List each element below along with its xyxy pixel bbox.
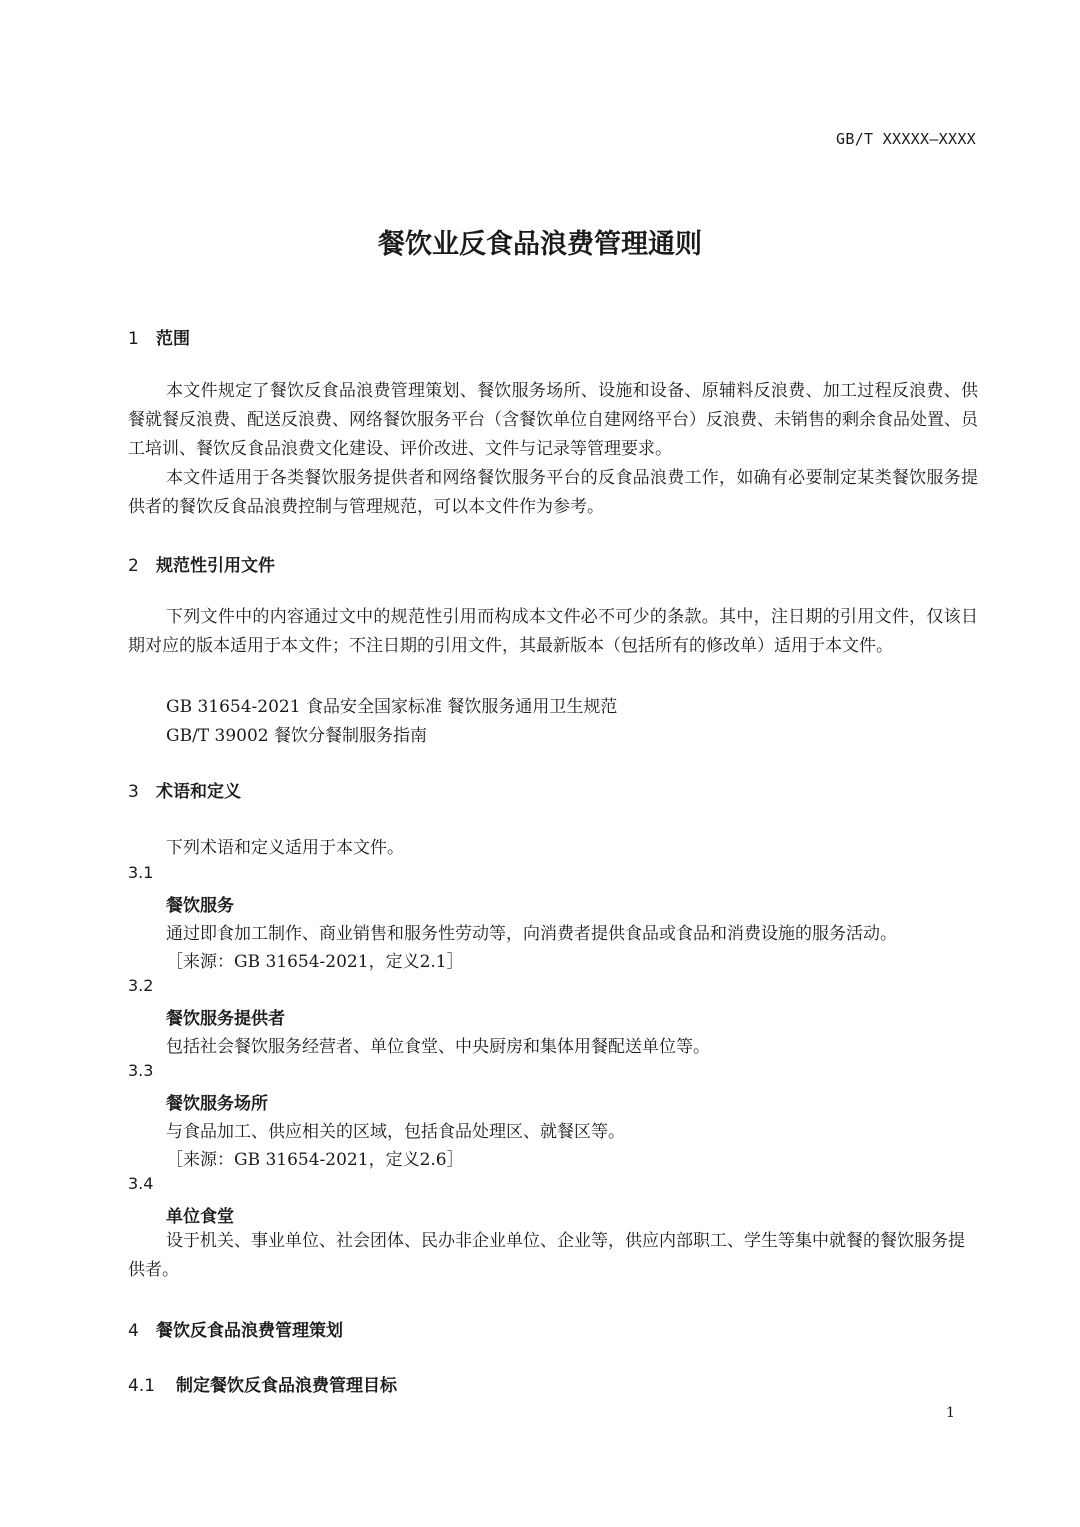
term-name: 单位食堂: [166, 1207, 234, 1227]
document-title: 餐饮业反食品浪费管理通则: [378, 229, 702, 260]
section-heading-1: [128, 324, 190, 349]
subsection-title: 制定餐饮反食品浪费管理目标: [176, 1376, 397, 1396]
page-number: 1: [946, 1405, 955, 1421]
section-number: 1: [128, 329, 139, 349]
term-number: 3.1: [128, 863, 154, 882]
section-heading-4: [128, 1316, 343, 1341]
section-heading-2: [128, 551, 275, 576]
subsection-heading-4-1: [128, 1371, 397, 1396]
section-title: 术语和定义: [156, 782, 241, 802]
section-1-paragraph-2: 本文件适用于各类餐饮服务提供者和网络餐饮服务平台的反食品浪费工作，如确有必要制定某类餐饮服务提供者的餐饮反食品浪费控制与管理规范，可以本文件作为参考。: [128, 468, 978, 517]
subsection-number: 4.1: [128, 1376, 156, 1396]
section-title: 餐饮反食品浪费管理策划: [156, 1321, 343, 1341]
term-definition: 通过即食加工制作、商业销售和服务性劳动等，向消费者提供食品或食品和消费设施的服务活动。: [166, 924, 897, 944]
standard-code: GB/T XXXXX—XXXX: [836, 130, 976, 148]
section-heading-3: [128, 777, 241, 802]
term-name: 餐饮服务: [166, 896, 234, 916]
term-source: ［来源：GB 31654-2021，定义2.6］: [166, 1150, 464, 1170]
term-source: ［来源：GB 31654-2021，定义2.1］: [166, 952, 464, 972]
terms-intro: 下列术语和定义适用于本文件。: [166, 838, 404, 858]
section-number: 4: [128, 1321, 139, 1341]
term-name: 餐饮服务场所: [166, 1094, 268, 1114]
section-title: 范围: [156, 329, 190, 349]
term-definition: 包括社会餐饮服务经营者、单位食堂、中央厨房和集体用餐配送单位等。: [166, 1037, 710, 1057]
term-number: 3.4: [128, 1174, 154, 1193]
term-number: 3.3: [128, 1061, 154, 1080]
section-1-paragraph-1: 本文件规定了餐饮反食品浪费管理策划、餐饮服务场所、设施和设备、原辅料反浪费、加工过程反浪费、供餐就餐反浪费、配送反浪费、网络餐饮服务平台（含餐饮单位自建网络平台）反浪费、未销售的剩余食品处置、员工培训、餐饮反食品浪费文化建设、评价改进、文件与记录等管理要求。: [128, 381, 978, 459]
section-number: 3: [128, 782, 139, 802]
section-2-paragraph-1: 下列文件中的内容通过文中的规范性引用而构成本文件必不可少的条款。其中，注日期的引用文件，仅该日期对应的版本适用于本文件；不注日期的引用文件，其最新版本（包括所有的修改单）适用于本文件。: [128, 607, 978, 656]
normative-reference-1: GB 31654-2021 食品安全国家标准 餐饮服务通用卫生规范: [166, 697, 618, 717]
normative-reference-2: GB/T 39002 餐饮分餐制服务指南: [166, 726, 428, 746]
term-definition: 与食品加工、供应相关的区域，包括食品处理区、就餐区等。: [166, 1122, 625, 1142]
term-name: 餐饮服务提供者: [166, 1009, 285, 1029]
section-number: 2: [128, 556, 139, 576]
section-title: 规范性引用文件: [156, 556, 275, 576]
term-definition: 设于机关、事业单位、社会团体、民办非企业单位、企业等，供应内部职工、学生等集中就餐的餐饮服务提供者。: [128, 1231, 965, 1280]
term-number: 3.2: [128, 976, 154, 995]
